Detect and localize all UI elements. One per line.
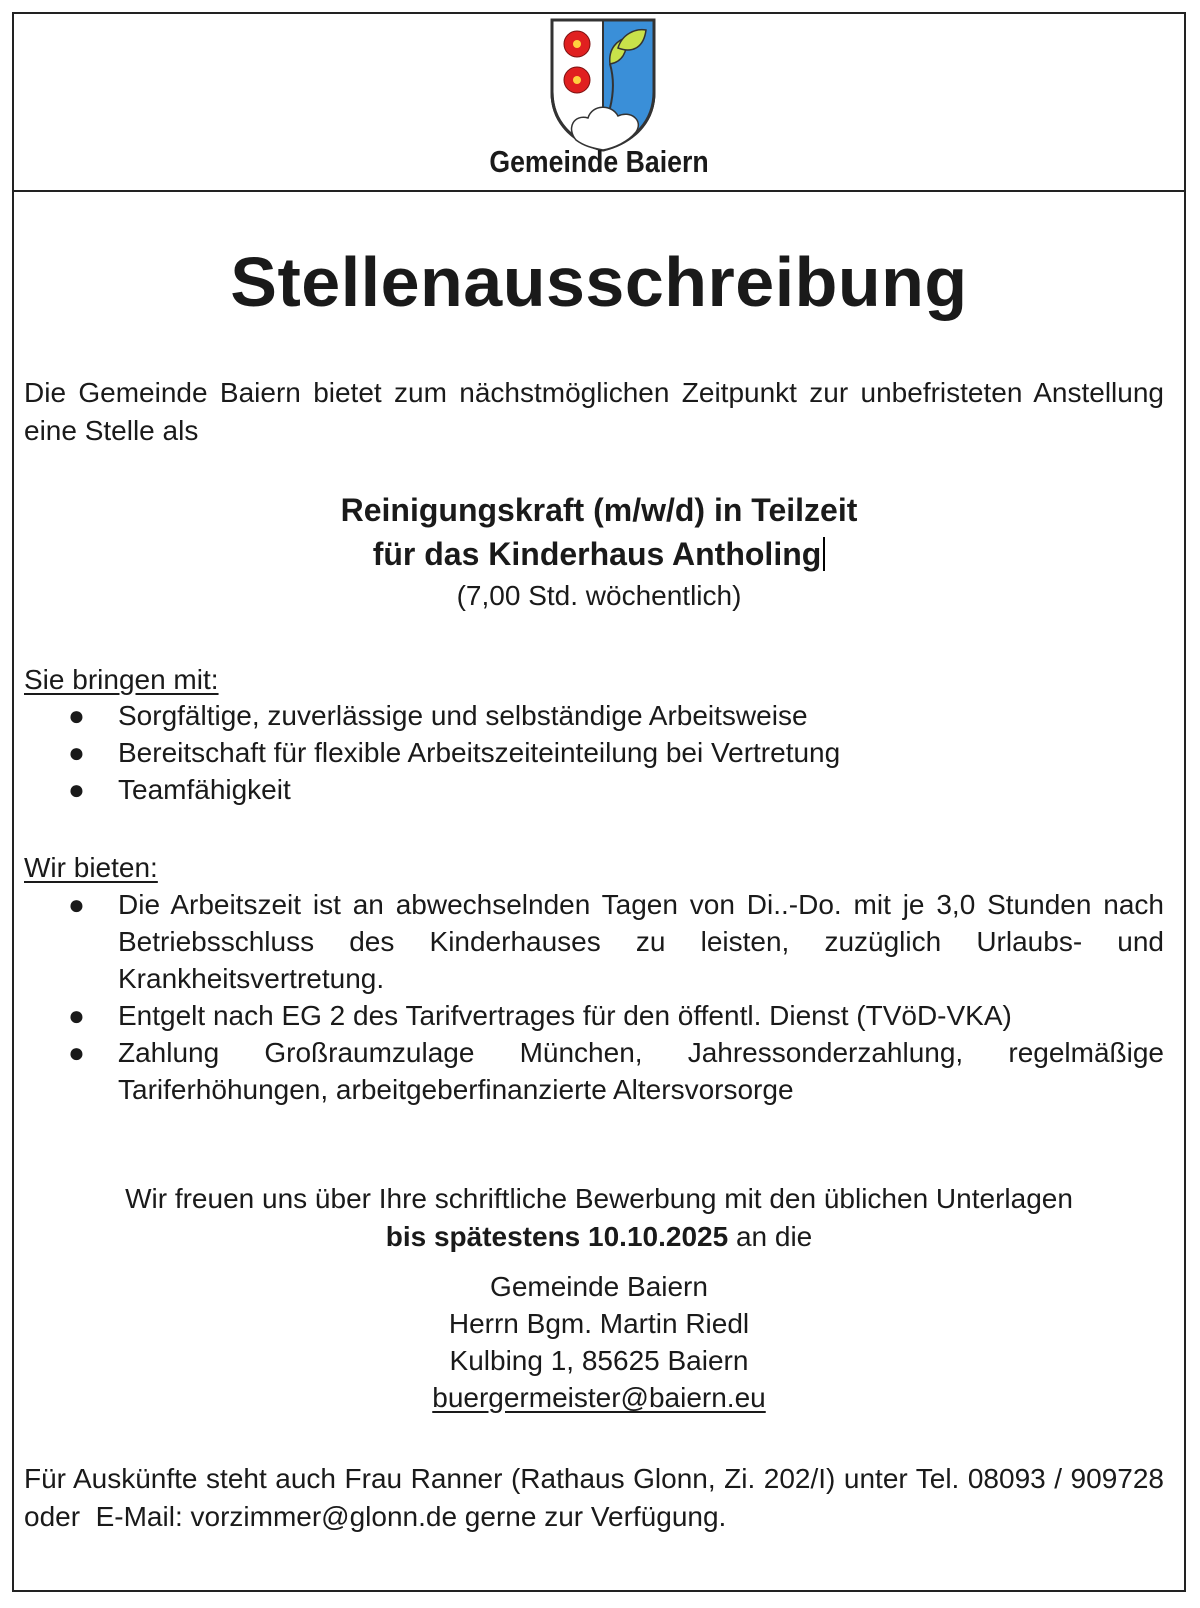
- municipality-name: Gemeinde Baiern: [489, 144, 709, 179]
- document-frame: [12, 12, 1186, 1592]
- deadline: bis spätestens 10.10.2025: [385, 1221, 729, 1252]
- requirements-list: [24, 697, 1164, 808]
- email-link[interactable]: buergermeister@baiern.eu: [432, 1382, 766, 1413]
- bullet-icon: ●: [68, 774, 85, 805]
- list-item-text: Sorgfältige, zuverlässige und selbständige Arbeitsweise: [118, 700, 808, 731]
- list-item: [24, 697, 1164, 734]
- closing-line-1: Wir freuen uns über Ihre schriftliche Bewerbung mit den üblichen Unterlagen: [125, 1183, 1073, 1214]
- address-street: Kulbing 1, 85625 Baiern: [449, 1345, 749, 1376]
- list-item-text: Zahlung Großraumzulage München, Jahressonderzahlung, regelmäßige Tariferhöhungen, arbeitgeberfinanzierte Altersvorsorge: [118, 1037, 1164, 1105]
- bullet-icon: ●: [68, 737, 85, 768]
- offer-heading: Wir bieten:: [24, 852, 158, 883]
- intro-text: Die Gemeinde Baiern bietet zum nächstmöglichen Zeitpunkt zur unbefristeten Anstellung eine Stelle als: [24, 377, 1164, 446]
- address-name: Gemeinde Baiern: [490, 1271, 708, 1302]
- bullet-icon: ●: [68, 889, 85, 920]
- closing-line-2: [14, 1218, 1184, 1256]
- list-item: [24, 997, 1164, 1034]
- list-item: [24, 886, 1164, 997]
- bullet-icon: ●: [68, 1037, 85, 1068]
- weekly-hours: (7,00 Std. wöchentlich): [456, 580, 742, 611]
- list-item-text: Entgelt nach EG 2 des Tarifvertrages für den öffentl. Dienst (TVöD-VKA): [118, 1000, 1012, 1031]
- letterhead: [14, 14, 1184, 192]
- text-cursor: [823, 537, 825, 571]
- offer-list: [24, 886, 1164, 1108]
- list-item: [24, 771, 1164, 808]
- recipient-address: [14, 1268, 1184, 1416]
- position-line-2-text: für das Kinderhaus Antholing: [372, 536, 822, 572]
- position-line-2: [14, 532, 1184, 576]
- bullet-icon: ●: [68, 700, 85, 731]
- list-item: [24, 734, 1164, 771]
- position-title: [14, 488, 1184, 576]
- requirements-heading: Sie bringen mit:: [24, 664, 219, 695]
- coat-of-arms-icon: [548, 18, 658, 152]
- position-line-1: Reinigungskraft (m/w/d) in Teilzeit: [340, 492, 858, 528]
- list-item-text: Teamfähigkeit: [118, 774, 291, 805]
- address-contact-person: Herrn Bgm. Martin Riedl: [448, 1308, 750, 1339]
- list-item-text: Die Arbeitszeit ist an abwechselnden Tagen von Di..-Do. mit je 3,0 Stunden nach Betriebsschluss des Kinderhauses zu leisten, zuzüglich Urlaubs- und Krankheitsvertretung.: [118, 889, 1164, 994]
- contact-note: Für Auskünfte steht auch Frau Ranner (Rathaus Glonn, Zi. 202/I) unter Tel. 08093 / 909728 oder E-Mail: vorzimmer@glonn.de gerne zur Verfügung.: [24, 1463, 1180, 1532]
- page-title: Stellenausschreibung: [230, 243, 968, 321]
- list-item-text: Bereitschaft für flexible Arbeitszeiteinteilung bei Vertretung: [118, 737, 841, 768]
- closing-suffix: an die: [728, 1221, 813, 1252]
- bullet-icon: ●: [68, 1000, 85, 1031]
- list-item: [24, 1034, 1164, 1108]
- closing-text: [14, 1180, 1184, 1256]
